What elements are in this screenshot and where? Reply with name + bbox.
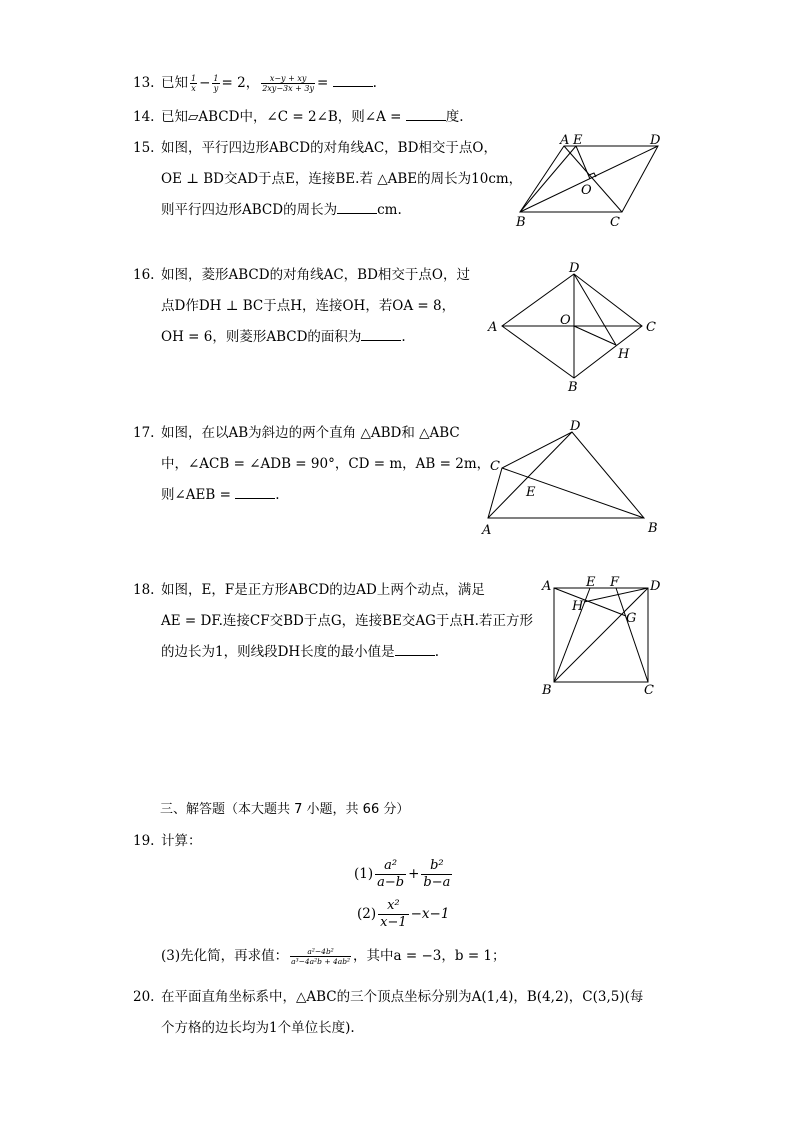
label-E: E	[573, 133, 583, 148]
answer-blank	[395, 643, 435, 656]
label-A: A	[542, 579, 552, 594]
label-D: D	[569, 261, 580, 276]
question-number: 16.	[133, 267, 155, 283]
question-number: 15.	[133, 140, 155, 156]
label-O: O	[560, 313, 571, 328]
label-G: G	[626, 611, 637, 626]
q18-line-2: AE = DF.连接CF交BD于点G，连接BE交AG于点H.若正方形	[161, 613, 533, 629]
question-16: 16. 如图，菱形ABCD的对角线AC，BD相交于点O，过 点D作DH ⊥ BC于点H，连接OH，若OA = 8， OH = 6，则菱形ABCD的面积为 .	[133, 260, 470, 353]
q15-line-3: 则平行四边形ABCD的周长为	[161, 202, 338, 218]
q19-part-1: (1) $\frac{\text{a²}}{a-b}$ + $\frac{\text{b²}}{b-a}$	[354, 858, 451, 890]
label-E: E	[526, 485, 536, 500]
answer-blank	[235, 486, 275, 499]
question-14: 14. 已知▱ABCD中，∠C = 2∠B，则∠A = 度.	[133, 102, 464, 133]
figure-17	[478, 416, 668, 540]
section-heading: 三、解答题（本大题共 7 小题，共 66 分）	[160, 802, 410, 817]
question-number: 19.	[133, 833, 155, 849]
q16-line-3: OH = 6，则菱形ABCD的面积为	[161, 329, 362, 345]
label-A: A	[482, 523, 492, 538]
label-D: D	[650, 133, 661, 148]
q19-part-3: (3)先化简，再求值： $\frac{\text{a²−4b²}}{\text{a³−4a²b + 4ab²}}$ ，其中a = −3，b = 1；	[161, 947, 506, 966]
q15-line-2: OE ⊥ BD交AD于点E，连接BE.若 △ABE的周长为10cm，	[161, 171, 523, 187]
label-E: E	[586, 575, 596, 590]
question-number: 20.	[133, 989, 155, 1005]
question-19	[133, 826, 202, 857]
label-D: D	[650, 579, 661, 594]
figure-18	[536, 574, 666, 700]
fraction: $\frac{1}{y}$	[213, 74, 219, 93]
label-H: H	[618, 347, 630, 362]
q15-line-1: 如图，平行四边形ABCD的对角线AC，BD相交于点O，	[161, 140, 497, 156]
label-A: A	[560, 133, 570, 148]
label-C: C	[644, 683, 654, 698]
question-number: 17.	[133, 425, 155, 441]
q17-line-1: 如图，在以AB为斜边的两个直角 △ABD和 △ABC	[161, 425, 460, 441]
q14-text: 已知▱ABCD中，∠C = 2∠B，则∠A =	[161, 109, 402, 125]
label-B: B	[568, 380, 578, 395]
q16-line-1: 如图，菱形ABCD的对角线AC，BD相交于点O，过	[161, 267, 470, 283]
figure-16	[484, 258, 664, 398]
label-C: C	[490, 459, 500, 474]
label-D: D	[570, 419, 581, 434]
answer-blank	[361, 328, 401, 341]
question-18: 18. 如图，E，F是正方形ABCD的边AD上两个动点，满足 AE = DF.连接CF交BD于点G，连接BE交AG于点H.若正方形 的边长为1，则线段DH长度的最小值是 .	[133, 575, 533, 668]
label-H: H	[572, 599, 584, 614]
answer-blank	[333, 74, 373, 87]
figure-15	[510, 130, 670, 230]
answer-blank	[406, 108, 446, 121]
q19-part-2: (2) $\frac{\text{x²}}{x-1}$ −x−1	[357, 898, 450, 930]
q17-line-3: 则∠AEB =	[161, 487, 231, 503]
q20-line-1: 在平面直角坐标系中，△ABC的三个顶点坐标分别为A(1,4)，B(4,2)，C(3,5)(每	[161, 989, 644, 1005]
label-C: C	[646, 320, 656, 335]
question-20	[133, 982, 643, 1044]
q17-line-2: 中，∠ACB = ∠ADB = 90°，CD = m，AB = 2m，	[161, 456, 491, 472]
question-17: 17. 如图，在以AB为斜边的两个直角 △ABD和 △ABC 中，∠ACB = ∠ADB = 90°，CD = m，AB = 2m， 则∠AEB = .	[133, 418, 490, 511]
fraction: $\frac{x-y + xy}{2xy-3x + 3y}$	[262, 74, 315, 93]
label-B: B	[542, 683, 552, 698]
label-A: A	[488, 320, 498, 335]
answer-blank	[337, 201, 377, 214]
question-13: 13. 已知 $\frac{1}{x}$ − $\frac{1}{y}$ = 2， $\frac{x-y + xy}{2xy-3x + 3y}$ = .	[133, 68, 377, 99]
q18-line-1: 如图，E，F是正方形ABCD的边AD上两个动点，满足	[161, 582, 485, 598]
q13-text: 已知	[161, 75, 188, 91]
fraction: $\frac{1}{x}$	[191, 74, 197, 93]
label-B: B	[516, 215, 526, 230]
q20-line-2: 个方格的边长均为1个单位长度).	[161, 1020, 355, 1036]
label-C: C	[610, 215, 620, 230]
question-number: 18.	[133, 582, 155, 598]
label-O: O	[581, 183, 592, 198]
question-15: 15. 如图，平行四边形ABCD的对角线AC，BD相交于点O， OE ⊥ BD交AD于点E，连接BE.若 △ABE的周长为10cm， 则平行四边形ABCD的周长为 cm.	[133, 133, 522, 226]
label-B: B	[648, 521, 658, 536]
question-number: 13.	[133, 75, 155, 91]
q19-title: 计算：	[161, 833, 202, 849]
label-F: F	[610, 575, 620, 590]
q16-line-2: 点D作DH ⊥ BC于点H，连接OH，若OA = 8，	[161, 298, 456, 314]
q18-line-3: 的边长为1，则线段DH长度的最小值是	[161, 644, 395, 660]
question-number: 14.	[133, 109, 155, 125]
